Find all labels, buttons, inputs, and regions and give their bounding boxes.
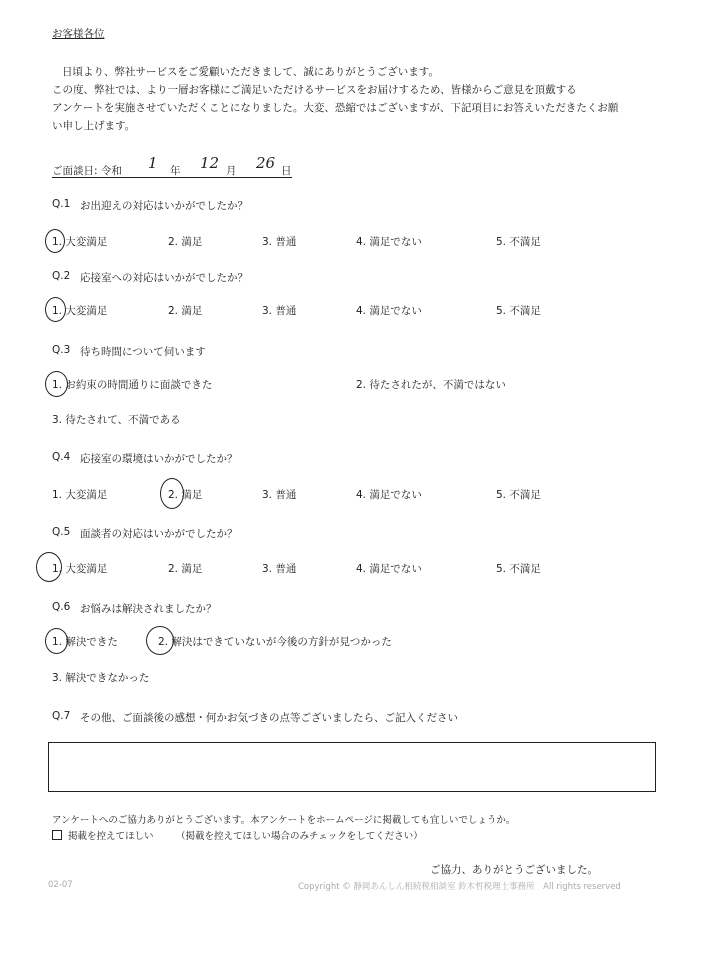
q4-option-3-num: 3. xyxy=(262,489,273,501)
q1-option-4-label: 満足でない xyxy=(369,236,422,248)
q2-option-1-label: 大変満足 xyxy=(65,305,108,317)
salutation: お客様各位 xyxy=(52,28,105,40)
q3-option-2-num: 2. xyxy=(356,379,367,391)
intro-line-2: この度、弊社では、より一層お客様にご満足いただけるサービスをお届けするため、皆様からご意見を頂戴する xyxy=(52,84,577,96)
q1-answer-circle xyxy=(45,229,65,253)
q5-option-3-label: 普通 xyxy=(275,563,297,575)
comment-box[interactable] xyxy=(48,742,656,792)
q1-option-2-num: 2. xyxy=(168,236,179,248)
q5-option-2[interactable] xyxy=(168,561,202,576)
q1-option-4[interactable] xyxy=(356,234,422,249)
question-3-text: 待ち時間について伺います xyxy=(80,346,206,358)
q5-option-5[interactable] xyxy=(496,561,541,576)
q2-option-3-num: 3. xyxy=(262,305,273,317)
q3-answer-circle xyxy=(45,371,68,397)
opt-out-label: 掲載を控えてほしい xyxy=(68,831,154,842)
question-4-number: Q.4 xyxy=(52,451,71,463)
q5-option-5-label: 不満足 xyxy=(509,563,541,575)
q5-option-4[interactable] xyxy=(356,561,422,576)
q1-option-5-num: 5. xyxy=(496,236,507,248)
q1-option-3-label: 普通 xyxy=(275,236,297,248)
q4-option-1-num: 1. xyxy=(52,489,63,501)
q1-option-1-num: 1. xyxy=(52,236,63,248)
q4-option-3[interactable] xyxy=(262,487,296,502)
q1-option-2-label: 満足 xyxy=(181,236,203,248)
question-6-text: お悩みは解決されましたか？ xyxy=(80,603,217,615)
q4-option-5[interactable] xyxy=(496,487,541,502)
q1-option-5[interactable] xyxy=(496,234,541,249)
question-2-text: 応接室への対応はいかがでしたか？ xyxy=(80,272,248,284)
q5-option-1-num: 1. xyxy=(52,563,63,575)
q6-option-3[interactable] xyxy=(52,670,149,685)
q2-option-2[interactable] xyxy=(168,303,202,318)
q3-option-1-label: お約束の時間通りに面談できた xyxy=(65,379,213,391)
q5-option-1-label: 大変満足 xyxy=(65,563,108,575)
publish-consent-text: アンケートへのご協力ありがとうございます。本アンケートをホームページに掲載しても宜しいでしょうか。 xyxy=(52,815,516,826)
q2-option-4-label: 満足でない xyxy=(369,305,422,317)
question-7-text: その他、ご面談後の感想・何かお気づきの点等ございましたら、ご記入ください xyxy=(80,712,458,724)
q2-option-3[interactable] xyxy=(262,303,296,318)
question-1-number: Q.1 xyxy=(52,198,71,210)
consult-date-year: 1 xyxy=(148,154,158,172)
q3-option-3-label: 待たされて、不満である xyxy=(65,414,181,426)
q4-option-4-label: 満足でない xyxy=(369,489,422,501)
q6-option-1-label: 解決できた xyxy=(65,636,118,648)
q5-option-4-num: 4. xyxy=(356,563,367,575)
question-2-number: Q.2 xyxy=(52,270,71,282)
consult-date-month-unit: 月 xyxy=(226,165,237,177)
q4-option-2-num: 2. xyxy=(168,489,179,501)
q2-option-5[interactable] xyxy=(496,303,541,318)
q6-option-3-num: 3. xyxy=(52,672,63,684)
question-5-text: 面談者の対応はいかがでしたか？ xyxy=(80,528,238,540)
q3-option-3-num: 3. xyxy=(52,414,63,426)
footer-code: 02-07 xyxy=(48,880,73,890)
question-1-text: お出迎えの対応はいかがでしたか？ xyxy=(80,200,248,212)
question-6-number: Q.6 xyxy=(52,601,71,613)
question-7-number: Q.7 xyxy=(52,710,71,722)
q2-option-5-num: 5. xyxy=(496,305,507,317)
q5-option-3[interactable] xyxy=(262,561,296,576)
q4-answer-circle xyxy=(160,478,184,509)
q1-option-3-num: 3. xyxy=(262,236,273,248)
q4-option-4[interactable] xyxy=(356,487,422,502)
q4-option-1[interactable] xyxy=(52,487,107,502)
consult-date-day: 26 xyxy=(256,154,276,172)
q3-option-2[interactable] xyxy=(356,377,506,392)
consult-date-label: ご面談日: 令和 xyxy=(52,165,122,177)
opt-out-note: （掲載を控えてほしい場合のみチェックをしてください） xyxy=(176,831,423,842)
q2-option-2-num: 2. xyxy=(168,305,179,317)
q5-option-2-num: 2. xyxy=(168,563,179,575)
q1-option-1-label: 大変満足 xyxy=(65,236,108,248)
q1-option-4-num: 4. xyxy=(356,236,367,248)
consult-date-day-unit: 日 xyxy=(281,165,292,177)
consult-date-month: 12 xyxy=(200,154,220,172)
q2-option-1-num: 1. xyxy=(52,305,63,317)
q5-option-2-label: 満足 xyxy=(181,563,203,575)
q1-option-2[interactable] xyxy=(168,234,202,249)
q2-answer-circle xyxy=(45,297,66,322)
q4-option-5-label: 不満足 xyxy=(509,489,541,501)
q2-option-5-label: 不満足 xyxy=(509,305,541,317)
q6-option-2-num: 2. xyxy=(158,636,169,648)
q5-option-4-label: 満足でない xyxy=(369,563,422,575)
opt-out-checkbox[interactable] xyxy=(52,830,62,840)
q4-option-2-label: 満足 xyxy=(181,489,203,501)
q4-option-1-label: 大変満足 xyxy=(65,489,108,501)
intro-line-3: アンケートを実施させていただくことになりました。大変、恐縮ではございますが、下記項目にお答えいただきたくお願 xyxy=(52,102,619,114)
footer-copyright: Copyright © 静岡あんしん相続税相談室 鈴木哲税理士事務所 All rights reserved xyxy=(298,882,621,892)
question-3-number: Q.3 xyxy=(52,344,71,356)
q3-option-1[interactable] xyxy=(52,377,212,392)
q5-option-3-num: 3. xyxy=(262,563,273,575)
q3-option-2-label: 待たされたが、不満ではない xyxy=(369,379,506,391)
q1-option-3[interactable] xyxy=(262,234,296,249)
question-4-text: 応接室の環境はいかがでしたか？ xyxy=(80,453,238,465)
closing-thanks: ご協力、ありがとうございました。 xyxy=(430,864,598,876)
q2-option-4-num: 4. xyxy=(356,305,367,317)
q5-answer-circle xyxy=(36,552,62,582)
intro-line-4: い申し上げます。 xyxy=(52,120,136,132)
q3-option-3[interactable] xyxy=(52,412,181,427)
q4-option-5-num: 5. xyxy=(496,489,507,501)
q3-option-1-num: 1. xyxy=(52,379,63,391)
consult-date-year-unit: 年 xyxy=(170,165,181,177)
intro-line-1: 日頃より、弊社サービスをご愛顧いただきまして、誠にありがとうございます。 xyxy=(62,66,439,78)
q2-option-3-label: 普通 xyxy=(275,305,297,317)
question-5-number: Q.5 xyxy=(52,526,71,538)
q6-option-1-num: 1. xyxy=(52,636,63,648)
q4-option-4-num: 4. xyxy=(356,489,367,501)
q4-option-3-label: 普通 xyxy=(275,489,297,501)
q1-option-5-label: 不満足 xyxy=(509,236,541,248)
q2-option-2-label: 満足 xyxy=(181,305,203,317)
q2-option-4[interactable] xyxy=(356,303,422,318)
q5-option-5-num: 5. xyxy=(496,563,507,575)
q6-answer-circle-2 xyxy=(146,626,174,655)
q6-answer-circle-1 xyxy=(45,628,68,654)
q6-option-3-label: 解決できなかった xyxy=(65,672,150,684)
q6-option-2-label: 解決はできていないが今後の方針が見つかった xyxy=(171,636,392,648)
consult-date-underline xyxy=(52,177,292,178)
q6-option-2[interactable] xyxy=(158,634,392,649)
